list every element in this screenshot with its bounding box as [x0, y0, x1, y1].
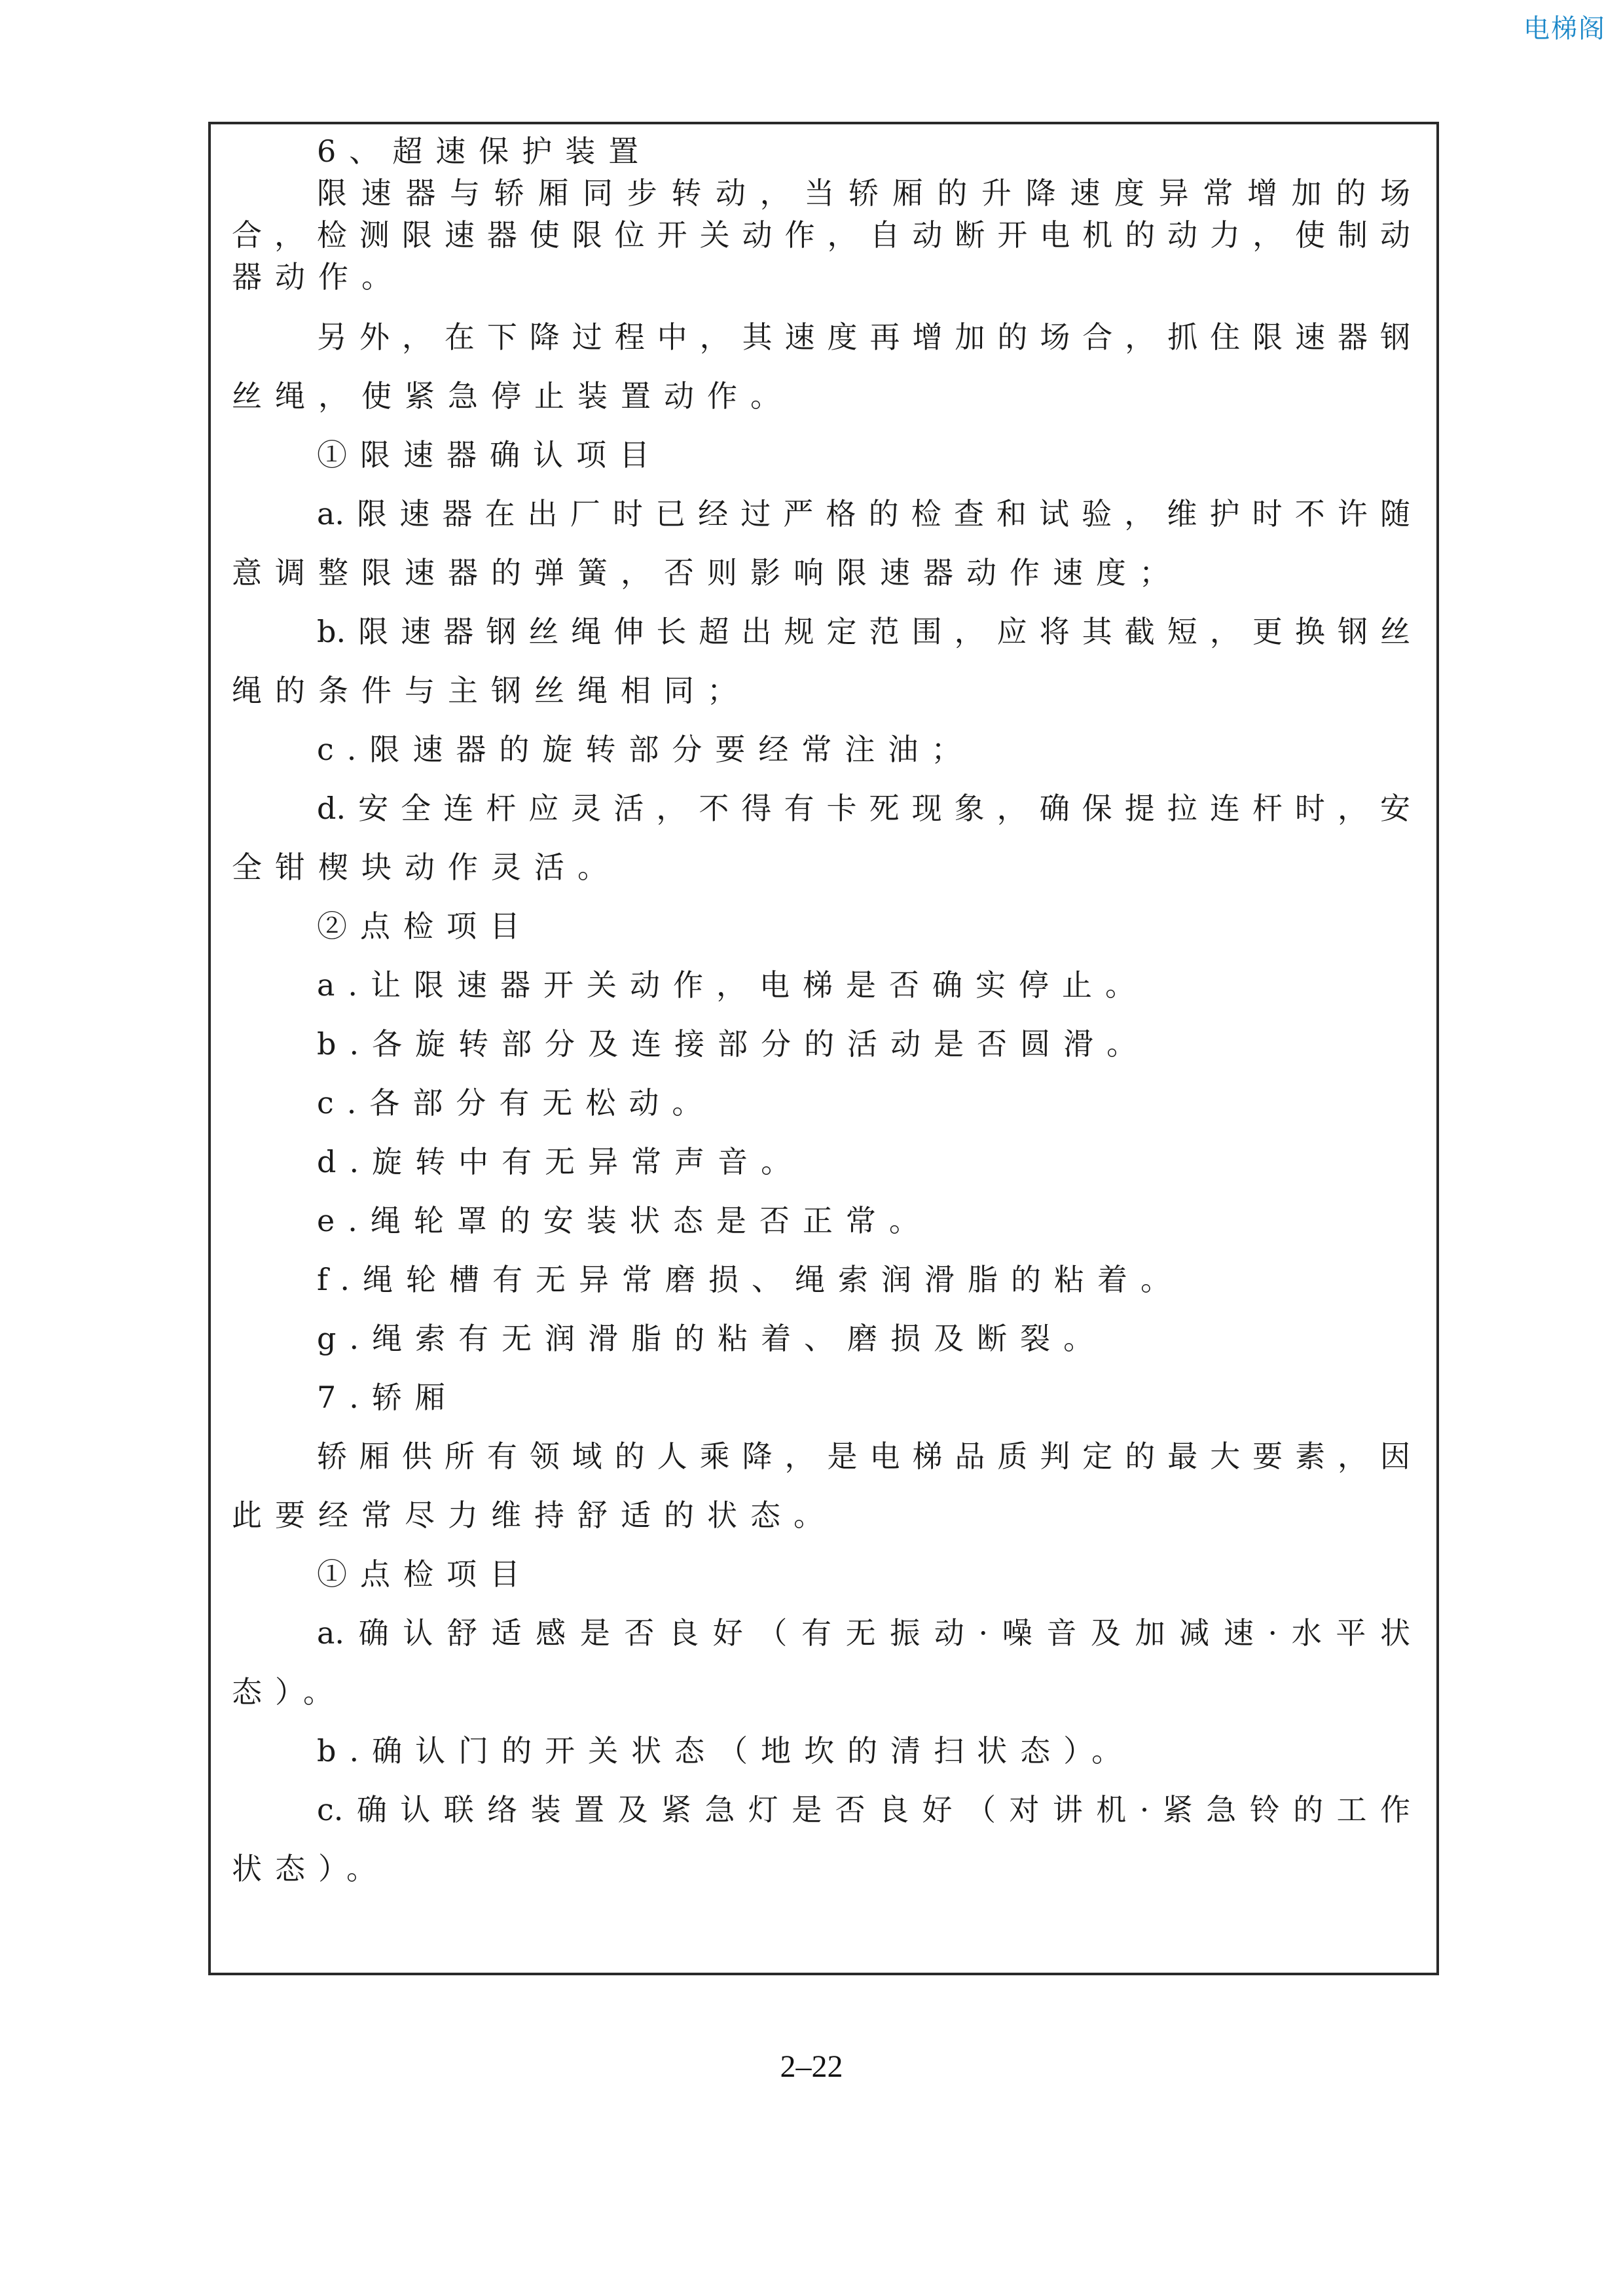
governor-check-a-line-1: a.限速器在出厂时已经过严格的检查和试验，维护时不许随 [317, 496, 1410, 531]
section-7-heading: 7.轿厢 [317, 1380, 458, 1415]
content-frame [208, 122, 1439, 1975]
governor-check-heading: ①限速器确认项目 [317, 437, 663, 473]
section-6-paragraph-2-line-1: 另外，在下降过程中，其速度再增加的场合，抓住限速器钢 [317, 319, 1410, 355]
inspection-item-b: b.各旋转部分及连接部分的活动是否圆滑。 [317, 1026, 1150, 1062]
inspection-item-e: e.绳轮罩的安装状态是否正常。 [317, 1203, 932, 1238]
car-inspection-a-line-1: a.确认舒适感是否良好（有无振动·噪音及加减速·水平状 [317, 1615, 1410, 1651]
governor-check-b-line-2: 绳的条件与主钢丝绳相同； [232, 673, 750, 708]
inspection-item-a: a.让限速器开关动作，电梯是否确实停止。 [317, 967, 1149, 1003]
content-body [232, 136, 1410, 1884]
car-inspection-heading: ①点检项目 [317, 1556, 533, 1592]
inspection-item-g: g.绳索有无润滑脂的粘着、磨损及断裂。 [317, 1321, 1107, 1356]
governor-check-d-line-1: d.安全连杆应灵活，不得有卡死现象，确保提拉连杆时，安 [317, 791, 1410, 826]
inspection-item-d: d.旋转中有无异常声音。 [317, 1144, 805, 1179]
inspection-item-f: f.绳轮槽有无异常磨损、绳索润滑脂的粘着。 [317, 1262, 1184, 1297]
inspection-items-heading: ②点检项目 [317, 908, 533, 944]
car-inspection-b: b.确认门的开关状态（地坎的清扫状态）。 [317, 1733, 1135, 1768]
governor-check-b-line-1: b.限速器钢丝绳伸长超出规定范围，应将其截短，更换钢丝 [317, 614, 1410, 649]
section-6-paragraph-1-line-2: 合，检测限速器使限位开关动作，自动断开电机的动力，使制动 [232, 217, 1410, 253]
section-6-paragraph-1-line-3: 器动作。 [232, 259, 405, 295]
page-number: 2–22 [780, 2049, 843, 2084]
inspection-item-c: c.各部分有无松动。 [317, 1085, 716, 1121]
car-inspection-c-line-2: 状态）。 [232, 1851, 390, 1886]
watermark: 电梯阁 [1523, 14, 1606, 44]
section-7-paragraph-line-2: 此要经常尽力维持舒适的状态。 [232, 1498, 837, 1533]
section-7-paragraph-line-1: 轿厢供所有领域的人乘降，是电梯品质判定的最大要素，因 [317, 1439, 1410, 1474]
car-inspection-c-line-1: c.确认联络装置及紧急灯是否良好（对讲机·紧急铃的工作 [317, 1792, 1410, 1827]
governor-check-c: c.限速器的旋转部分要经常注油； [317, 732, 975, 767]
section-6-paragraph-1-line-1: 限速器与轿厢同步转动，当轿厢的升降速度异常增加的场 [317, 175, 1410, 211]
car-inspection-a-line-2: 态）。 [232, 1674, 346, 1710]
section-6-heading: 6、超速保护装置 [317, 134, 652, 169]
section-6-paragraph-2-line-2: 丝绳，使紧急停止装置动作。 [232, 378, 793, 414]
governor-check-d-line-2: 全钳楔块动作灵活。 [232, 850, 621, 885]
governor-check-a-line-2: 意调整限速器的弹簧，否则影响限速器动作速度； [232, 555, 1182, 590]
